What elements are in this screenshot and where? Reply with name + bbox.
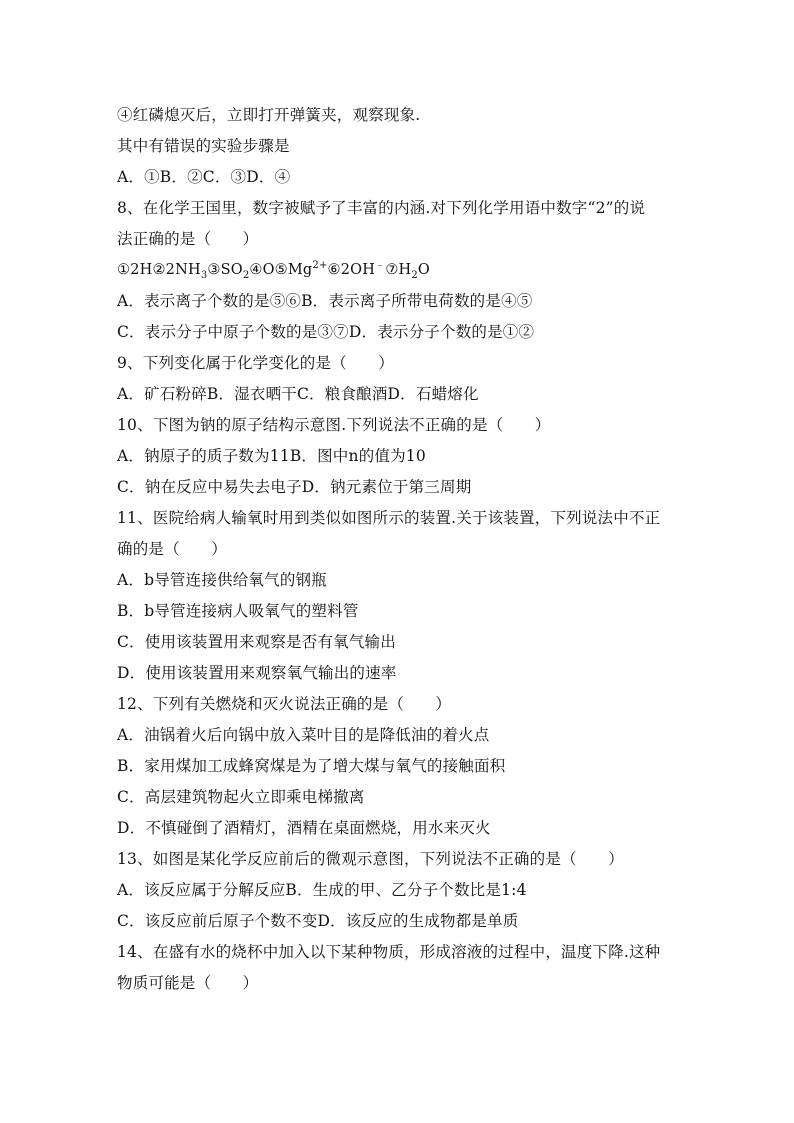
formula-subscript: 2 bbox=[411, 269, 418, 281]
chemical-formula-list bbox=[117, 255, 687, 286]
answer-options: C．表示分子中原子个数的是③⑦D．表示分子个数的是①② bbox=[117, 323, 535, 341]
answer-options: C．该反应前后原子个数不变D．该反应的生成物都是单质 bbox=[117, 912, 519, 930]
question-14: 14、在盛有水的烧杯中加入以下某种物质，形成溶液的过程中，温度下降.这种 bbox=[117, 943, 661, 961]
formula-subscript: 3 bbox=[200, 269, 208, 281]
formula-subscript: 2 bbox=[242, 269, 250, 281]
formula-part: O bbox=[417, 262, 431, 278]
question-12: 12、下列有关燃烧和灭火说法正确的是（ ） bbox=[117, 695, 452, 713]
question-11: 11、医院给病人输氧时用到类似如图所示的装置.关于该装置，下列说法中不正 bbox=[117, 509, 661, 527]
text-line: ④红磷熄灭后，立即打开弹簧夹，观察现象. bbox=[117, 106, 421, 124]
answer-option: B．b导管连接病人吸氧气的塑料管 bbox=[117, 602, 359, 620]
answer-options: A．该反应属于分解反应B．生成的甲、乙分子个数比是1:4 bbox=[117, 881, 527, 899]
answer-option: D．使用该装置用来观察氧气输出的速率 bbox=[117, 664, 397, 682]
answer-option: A．油锅着火后向锅中放入菜叶目的是降低油的着火点 bbox=[117, 726, 490, 744]
text-line: 物质可能是（ ） bbox=[117, 974, 259, 992]
question-13: 13、如图是某化学反应前后的微观示意图，下列说法不正确的是（ ） bbox=[117, 850, 624, 868]
formula-part: ④O⑤Mg bbox=[249, 262, 313, 278]
answer-options: A．表示离子个数的是⑤⑥B．表示离子所带电荷数的是④⑤ bbox=[117, 292, 533, 310]
question-8: 8、在化学王国里，数字被赋予了丰富的内涵.对下列化学用语中数字“2”的说 bbox=[117, 199, 646, 217]
answer-option: A．b导管连接供给氧气的钢瓶 bbox=[117, 571, 327, 589]
formula-part: ⑦H bbox=[385, 262, 412, 278]
text-line: 确的是（ ） bbox=[117, 540, 227, 558]
answer-option: C．高层建筑物起火立即乘电梯撤离 bbox=[117, 788, 365, 806]
answer-option: B．家用煤加工成蜂窝煤是为了增大煤与氧气的接触面积 bbox=[117, 757, 506, 775]
answer-options: A．矿石粉碎B．湿衣晒干C．粮食酿酒D．石蜡熔化 bbox=[117, 385, 479, 403]
text-line: 其中有错误的实验步骤是 bbox=[117, 137, 290, 155]
answer-options: C．钠在反应中易失去电子D．钠元素位于第三周期 bbox=[117, 478, 472, 496]
formula-superscript: 2+ bbox=[312, 260, 328, 272]
answer-options: A．钠原子的质子数为11B．图中n的值为10 bbox=[117, 447, 426, 465]
formula-superscript: ﹣ bbox=[375, 260, 386, 272]
document-body bbox=[117, 100, 687, 999]
question-9: 9、下列变化属于化学变化的是（ ） bbox=[117, 354, 394, 372]
answer-option: D．不慎碰倒了酒精灯，酒精在桌面燃烧，用水来灭火 bbox=[117, 819, 491, 837]
formula-part: ⑥2OH bbox=[327, 262, 376, 278]
question-10: 10、下图为钠的原子结构示意图.下列说法不正确的是（ ） bbox=[117, 416, 551, 434]
answer-options: A．①B．②C．③D．④ bbox=[117, 168, 291, 186]
formula-part: ①2H②2NH bbox=[117, 262, 201, 278]
text-line: 法正确的是（ ） bbox=[117, 230, 259, 248]
formula-part: ③SO bbox=[207, 262, 243, 278]
answer-option: C．使用该装置用来观察是否有氧气输出 bbox=[117, 633, 396, 651]
